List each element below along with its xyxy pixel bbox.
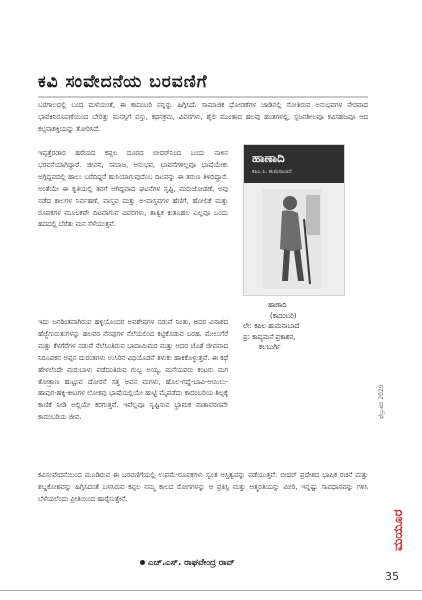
caption-book-title: ಹಾಣಾದಿ (268, 301, 287, 309)
magazine-masthead-logo (380, 493, 410, 553)
bullet-icon (140, 560, 145, 565)
svg-text:ಮಯೂರ: ಮಯೂರ (391, 509, 406, 551)
caption-publisher: ಪ್ರ: ಕಾವ್ಯಮನೆ ಪ್ರಕಾಶನ, (243, 332, 296, 341)
author-signature (140, 558, 235, 568)
paragraph-1: ಬರಗಾಲದಲ್ಲಿ ಬಂದ ಮಳೆಯಂತೆ, ಈ ಕಾದಂಬರಿ ನನ್ನನ್ನು ಹಿಗ್ಗಿಸಿದೆ. ಸಾಮಾಜಿಕ ಧೋರಣೆಗಳ ಜಾಡಿನಲ್ಲಿ ಸೋತಿರುವ ಅನುಭವಗಳ ನೇರವಾದ ಭಾವಕಿನಿರೂಪಣೆಯಿಂದ ಬೇರಿತ್ತು ಮನಸ್ಸಿಗೆ ವಸ್ತು, ಕಥನಕ್ರಮ, ವಿವರಗಳು, ಶೈಲಿ ಮುಂತಾದ ಹಲವು ಹಂತಗಳಲ್ಲಿ, ಸ್ಪಜನಶೀಲವೂ ಕವಿಸಹಜವೂ ಆದ ಕಲ್ಪನಾಶಕ್ತಿಯನ್ನು ತೋರಿಸಿದೆ. (38, 101, 369, 133)
paragraph-2: ಇಪ್ಪತ್ತೆರಡಾರ ಹರೆಯದ ಕಪ್ಪಲ ದೂರದ ಬೀದರ್‌ನಿಂದ ಬಂದು ನಾಳಿನ ಭರವಸೆಯಾಗಿದ್ದಾರೆ. ಜೀವನ, ಸಮಾಜ, ಅನುಭವ, ಭಾವನೆಗಳಿಲ್ಲವೂ ಭಾಷೆಯೇಕು ಅಗ್ಗಿದ್ದವದಲ್ಲಿ ಹಾಲು ಬರೆದಿದ್ದರೆ ಹುಸಿಯಾಗುವುದೆಂಬ ದಿಟವನ್ನು ಈ ತರುಣ ತಿಳಿದಿದ್ದಾರೆ. ಅಂತೆಯೇ ಈ ಕೃತಿಯಲ್ಲಿ ತನಗೆ ಆಗಿದ್ದವಾದ ಘಟನೆಗಳ ಸೃಷ್ಟಿ, ಮರುಜೋಡಣೆ, ಅವು ನಡೆದ ಕಾಲಗಳ ನಿರ್ವಹಣೆ, ವಾಸ್ತವ ಮತ್ತು ಅ-ವಾಸ್ತವಗಳ ಹೆಣಿಗೆ, ಹೋಲಿಕೆ ಮತ್ತು ರೂಪಕಗಳ ಮೂಲಕವೇ ದಿಟವಾಗುವ ವಿವರಗಳು, ತಾತ್ವಿಕ ಕುತೂಹಲ ಎಲ್ಲವೂ ಒಂದು ಹದದಲ್ಲಿ ಬೆರೆತು ಮನ ಸೆಳೆಯುತ್ತವೆ. (38, 149, 228, 229)
caption-city: ಕಲಬುರ್ಗಿ (259, 343, 281, 351)
book-cover-title: ಹಾಣಾದಿ (252, 151, 285, 165)
caption-author: ಲೇ: ಕಪಿಲ ಹುಮನಾಬಾದೆ (243, 322, 300, 330)
book-caption (243, 300, 353, 353)
paragraph-3: ಇದು ಜನರಿಂತವಾಗಿರುವ ಹಳ್ಳಿಯೊಂದರ ಅವಶೇಷಗಳ ನಡುವೆ ನಿಂತು, ಅದರ ವಿನಾಶದ ಹೆಜ್ಜೆಗುರುತುಗಳನ್ನು ಹಲವರ ನೆನಪುಗಳ ನೆಲೆಯಲಿಂದ ಕಟ್ಟಿಕೊಡುವ ಬರಹ. ಮೇಲುಗೆರೆ ಮತ್ತು ಕೆಳಗೆರೆಗಳ ನಡುವೆ ನೆಲೆಸಿಂತಿರುವ ಬಾದಾಮಿಮರ ಮತ್ತು ಅದರ ಜೊತೆ ಜೀವವಾದ ನಿರೂಪಕನ ಅಪ್ಪನ ದುರಂತಗಳು ಉಸಿರಿನ ವಿಧಿಯೊಡನೆ ತಳುಕು ಹಾಕಿಕೊಳ್ಳುತ್ತವೆ. ಈ ಕಥೆ ಹೇಳಲೆಂದೇ ಮರುಬಾಳು ಪಡೆದಂತಿರುವ ಗುಬ್ಬ ಅಯ್ಯ, ಮನೆಯವರು ಕಂಟರು ಮಗ ತೋತ್ರಾಣ ಹುಟ್ಟುವ ದೋರನೆ ಸತ್ತ ಅವನ ಮಗಳು, ಹೊಲ-ಗದ್ದೆ-ಬಾವಿ-ಆಯಿಲು-ಹಾವುಗ-ಹಕ್ಕಿ-ಕೀಟಗಳ ಲೋಕವು ಭಾಷೆಯಲ್ಲಿಯೇ ಹುಟ್ಟಿ ಮೈಪಡೆದು ಕಾದಂಬರಿಯ ಶಿಲ್ಪಕ್ಕೆ ಕಾಣಿಕೆ ನೀಡಿ ಅಲ್ಲಿಯೇ ಕರಗುತ್ತವೆ. ಇವೆಲ್ಲವೂ ಸೃಷ್ಟಿಸುವ ಭ್ರಾಮಕ ವಾತಾವರಣವೇ ಕಾದಂಬರಿಯ ಜೀವ. (38, 318, 228, 422)
footer-rule (0, 590, 422, 591)
book-cover (243, 144, 345, 296)
signature-text: ಎಚ್.ಎಸ್. ರಾಘವೇಂದ್ರ ರಾವ್ (148, 558, 235, 568)
issue-date: ಫೆಬ್ರುವರಿ 2020 (378, 384, 385, 419)
page-number: 35 (385, 570, 399, 583)
article-title: ಕವಿ ಸಂವೇದನೆಯ ಬರವಣಿಗೆ (38, 72, 208, 92)
elderly-figure-illustration (262, 189, 322, 289)
caption-genre: (ಕಾದಂಬರಿ) (270, 311, 297, 320)
book-cover-author: ಕಪಿಲ ಪಿ. ಹುಮನಾಬಾದೆ (252, 169, 292, 175)
title-divider (38, 96, 368, 98)
paragraph-4: ಕವಿಸಂವೇದನೆಯಿಂದ ಮೂಡಿರುವ ಈ ಬರವಣಿಗೆಯಲ್ಲಿ ಉಪಮೆ-ರೂಪಕಗಳು ಸ್ವಂತ ಅಸ್ತಿತ್ವವನ್ನು ಪಡೆಯುತ್ತವೆ. ಬೀದರ್ ಪ್ರದೇಶದ ಭಾಷಿಕ ರಚನೆ ಮತ್ತು ಶಬ್ದಕೋಶವನ್ನು ಹಿಗ್ಗಿಸಿದಂತೆ ಬಳಸಿರುವ ಕಪ್ಪಲ ನಮ್ಮ ಕಾಲದ ರೋಗಗಳನ್ನು ಆ ಪ್ರತಿಸ್ಪಿ ಮತ್ತು ಆತ್ಮರತಿಯನ್ನು ಮೀರಿ, ಇನ್ನಷ್ಟು ಸಾವಧಾನವನ್ನು ಗಳಿಸಿ ಬೆಳೆಯಲೆಂದು ಪ್ರೀತಿಯಿಂದ ಹಾರೈಸುತ್ತೇನೆ. (38, 471, 368, 503)
